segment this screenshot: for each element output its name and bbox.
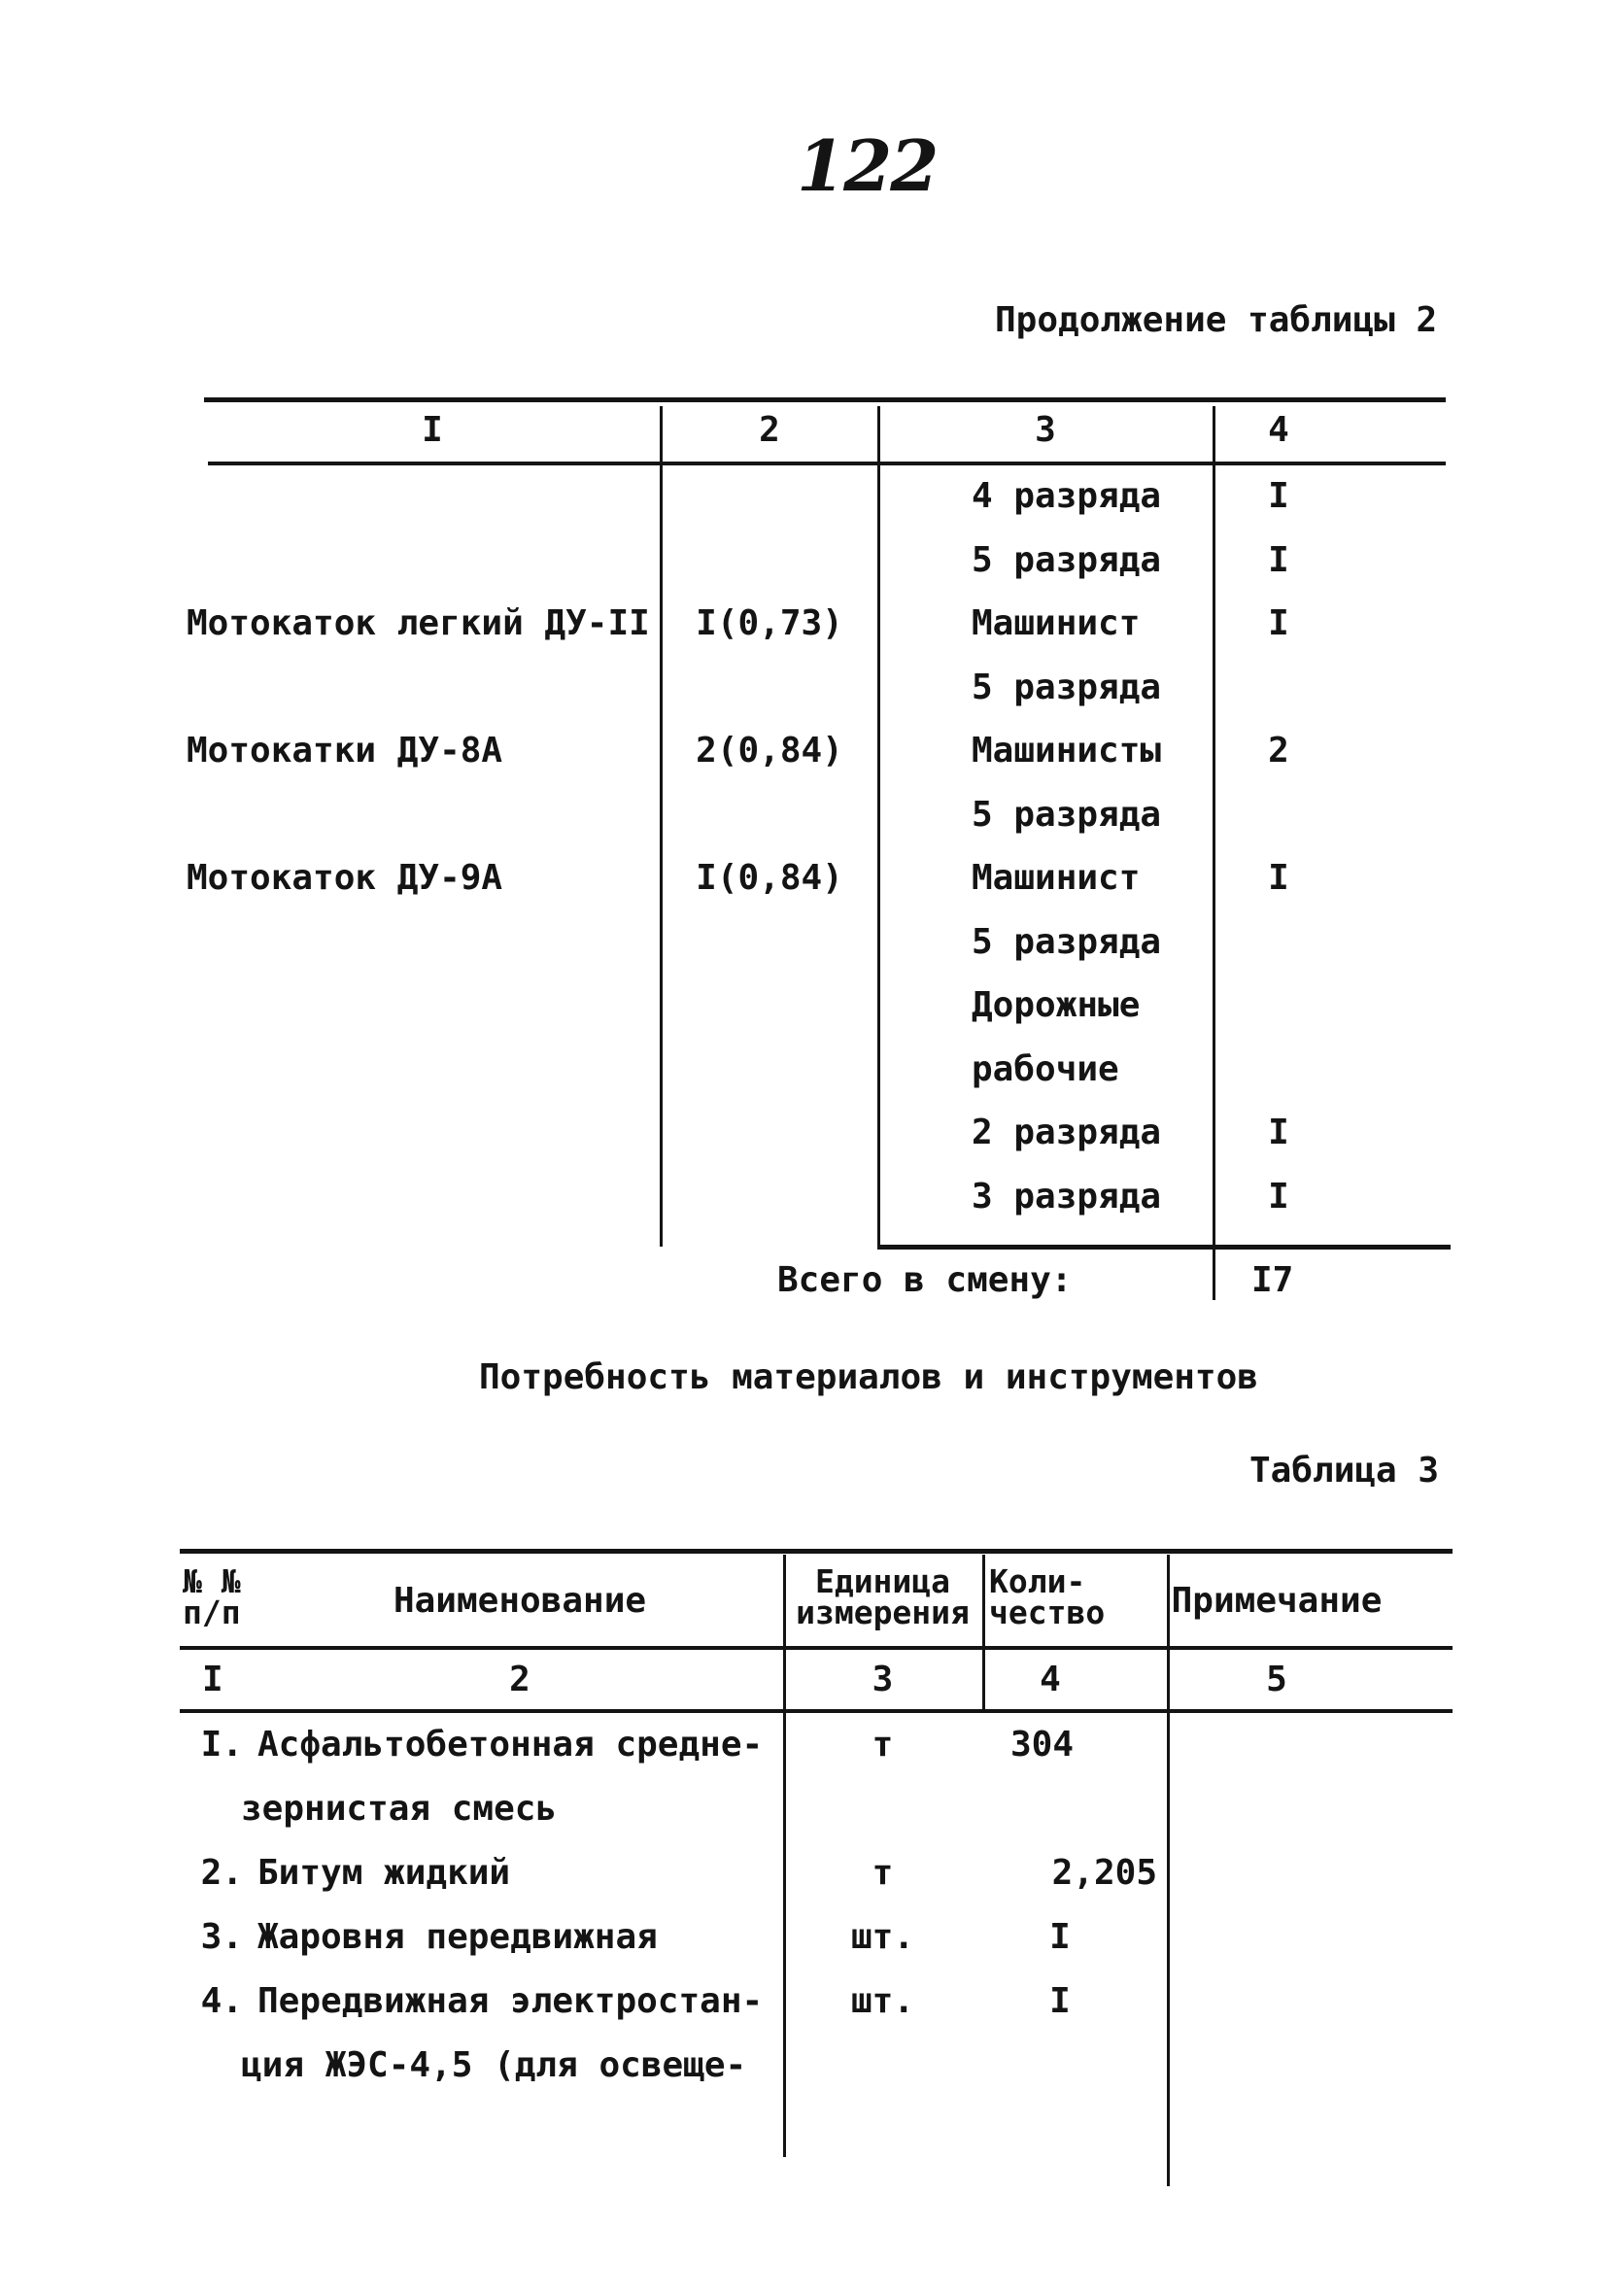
section-title: Потребность материалов и инструментов — [479, 1357, 1258, 1397]
table3-row-name: Жаровня передвижная — [257, 1917, 658, 1957]
table2-cell-col3: 5 разряда — [972, 794, 1162, 835]
table3-row-name: зернистая смесь — [241, 1789, 558, 1829]
table3-row-quantity: 304 — [1010, 1725, 1075, 1765]
table3-header-unit: Единица измерения — [796, 1562, 970, 1631]
table3-top-rule — [180, 1549, 1453, 1554]
table3-row-unit: шт. — [850, 1981, 915, 2021]
table3-row-unit: т — [872, 1725, 894, 1765]
table3-row-name: Асфальтобетонная средне- — [257, 1725, 764, 1765]
table2-total-rule — [877, 1245, 1451, 1250]
table2-cell-col4: I — [1268, 603, 1289, 643]
table2-header-col2: 2 — [759, 410, 780, 450]
table2-divider-2 — [877, 406, 880, 1247]
table3-colnum-5: 5 — [1266, 1660, 1287, 1699]
table2-cell-col2: I(0,84) — [696, 858, 843, 898]
table3-header-note: Примечание — [1171, 1581, 1383, 1621]
table3-row-name: ция ЖЭС-4,5 (для освеще- — [241, 2045, 747, 2085]
table3-caption: Таблица 3 — [1249, 1451, 1440, 1491]
table2-cell-col1: Мотокатки ДУ-8А — [187, 731, 503, 771]
table2-total-label: Всего в смену: — [777, 1260, 1073, 1300]
table2-cell-col4: 2 — [1268, 731, 1289, 771]
table2-cell-col2: 2(0,84) — [696, 731, 843, 771]
table3-row-unit: т — [872, 1853, 894, 1893]
table2-top-rule — [204, 397, 1446, 402]
table2-cell-col3: Машинисты — [972, 731, 1162, 771]
page-number: 122 — [797, 124, 938, 207]
table3-divider-4 — [1167, 1555, 1170, 2186]
table3-row-number: 2. — [200, 1853, 243, 1893]
table2-header-col1: I — [422, 410, 443, 450]
table2-divider-3 — [1213, 406, 1215, 1300]
table3-colnum-4: 4 — [1040, 1660, 1061, 1699]
table2-cell-col1: Мотокаток ДУ-9А — [187, 858, 503, 898]
table2-header-col4: 4 — [1268, 410, 1289, 450]
table3-header-name: Наименование — [393, 1581, 647, 1621]
table3-colnum-2: 2 — [509, 1660, 530, 1699]
table3-row-number: 3. — [200, 1917, 243, 1957]
table2-continuation-caption: Продолжение таблицы 2 — [995, 300, 1438, 340]
table2-cell-col3: 2 разряда — [972, 1113, 1162, 1152]
table2-cell-col2: I(0,73) — [696, 603, 843, 643]
table3-colnum-3: 3 — [872, 1660, 894, 1699]
table2-cell-col4: I — [1268, 1176, 1289, 1217]
table2-cell-col3: Дорожные — [972, 985, 1141, 1025]
table3-header-rule — [180, 1646, 1453, 1650]
table3-row-name: Битум жидкий — [257, 1853, 511, 1893]
table3-row-quantity: I — [1049, 1981, 1071, 2021]
table3-row-name: Передвижная электростан- — [257, 1981, 764, 2021]
table2-cell-col3: Машинист — [972, 603, 1141, 643]
table2-divider-1 — [660, 406, 663, 1247]
table2-cell-col1: Мотокаток легкий ДУ-II — [187, 603, 650, 643]
table2-cell-col3: Машинист — [972, 858, 1141, 898]
table3-colnum-rule — [180, 1709, 1453, 1713]
table2-header-col3: 3 — [1035, 410, 1056, 450]
table2-cell-col4: I — [1268, 858, 1289, 898]
table3-row-quantity: I — [1049, 1917, 1071, 1957]
table3-row-unit: шт. — [850, 1917, 915, 1957]
table2-cell-col3: 5 разряда — [972, 667, 1162, 707]
table2-cell-col3: 5 разряда — [972, 921, 1162, 962]
table2-total-value: I7 — [1251, 1260, 1294, 1300]
table3-colnum-1: I — [202, 1660, 223, 1699]
table2-cell-col3: 3 разряда — [972, 1176, 1162, 1217]
table3-row-number: I. — [200, 1725, 243, 1765]
table2-cell-col3: 4 разряда — [972, 476, 1162, 516]
table2-header-rule — [208, 462, 1446, 465]
table2-cell-col4: I — [1268, 476, 1289, 516]
table3-row-quantity: 2,205 — [1051, 1853, 1157, 1893]
table2-cell-col3: 5 разряда — [972, 539, 1162, 580]
table3-row-number: 4. — [200, 1981, 243, 2021]
table2-cell-col4: I — [1268, 1113, 1289, 1152]
table3-header-quantity: Коли- чество — [989, 1562, 1106, 1631]
table2-cell-col4: I — [1268, 539, 1289, 580]
table3-header-number: № № п/п — [183, 1562, 241, 1631]
table2-cell-col3: рабочие — [972, 1048, 1119, 1089]
